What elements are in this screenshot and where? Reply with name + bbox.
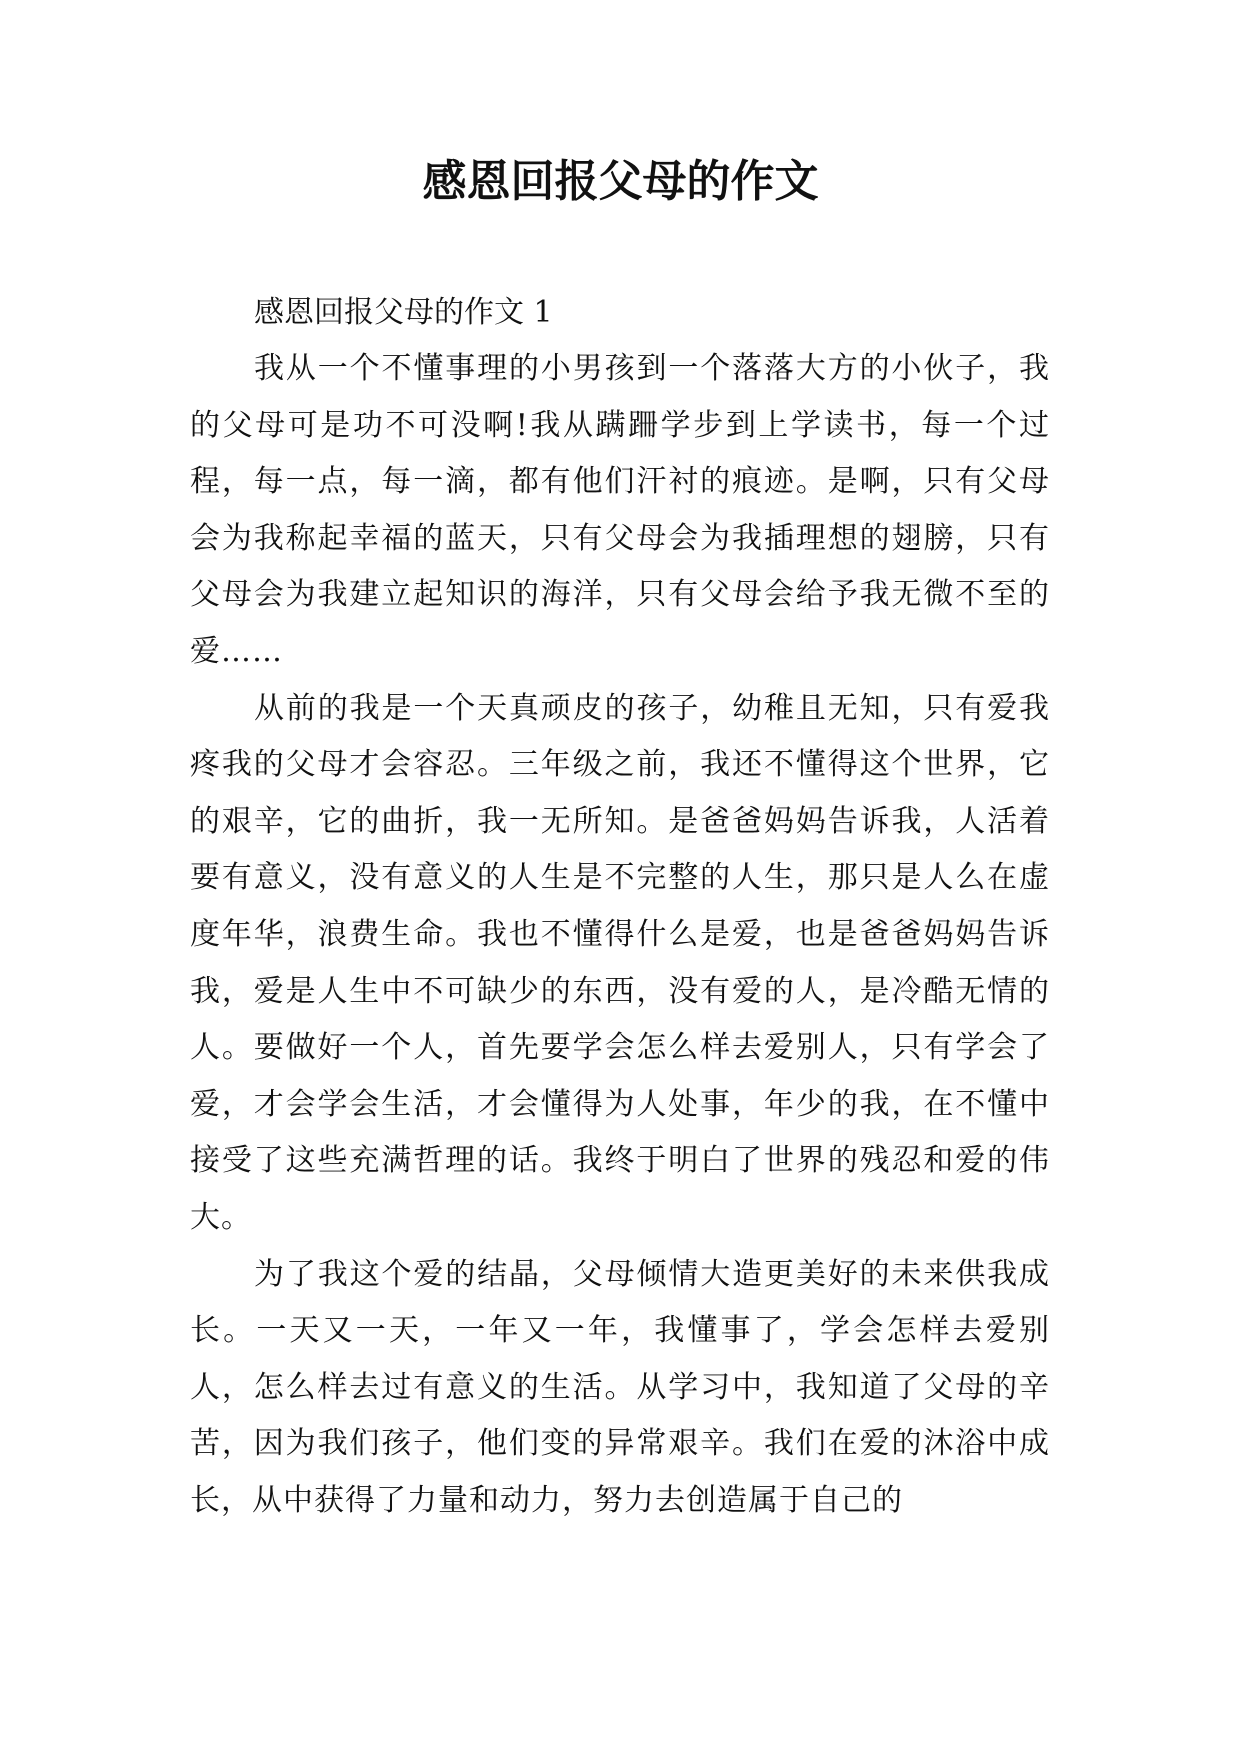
paragraph-2: 从前的我是一个天真顽皮的孩子，幼稚且无知，只有爱我疼我的父母才会容忍。三年级之前，我还不懂得这个世界，它的艰辛，它的曲折，我一无所知。是爸爸妈妈告诉我，人活着要有意义，没有意义的人生是不完整的人生，那只是人么在虚度年华，浪费生命。我也不懂得什么是爱，也是爸爸妈妈告诉我，爱是人生中不可缺少的东西，没有爱的人，是冷酷无情的人。要做好一个人，首先要学会怎么样去爱别人，只有学会了爱，才会学会生活，才会懂得为人处事，年少的我，在不懂中接受了这些充满哲理的话。我终于明白了世界的残忍和爱的伟大。 [190, 690, 1050, 1235]
document-body [190, 285, 1050, 1529]
essay-heading: 感恩回报父母的作文 1 [254, 295, 553, 330]
document-title: 感恩回报父母的作文 [422, 156, 819, 207]
paragraph-1: 我从一个不懂事理的小男孩到一个落落大方的小伙子，我的父母可是功不可没啊!我从蹒跚学步到上学读书，每一个过程，每一点，每一滴，都有他们汗衬的痕迹。是啊，只有父母会为我称起幸福的蓝天，只有父母会为我插理想的翅膀，只有父母会为我建立起知识的海洋，只有父母会给予我无微不至的爱…… [190, 351, 1050, 669]
paragraph-3: 为了我这个爱的结晶，父母倾情大造更美好的未来供我成长。一天又一天，一年又一年，我懂事了，学会怎样去爱别人，怎么样去过有意义的生活。从学习中，我知道了父母的辛苦，因为我们孩子，他们变的异常艰辛。我们在爱的沐浴中成长，从中获得了力量和动力，努力去创造属于自己的 [190, 1256, 1050, 1518]
